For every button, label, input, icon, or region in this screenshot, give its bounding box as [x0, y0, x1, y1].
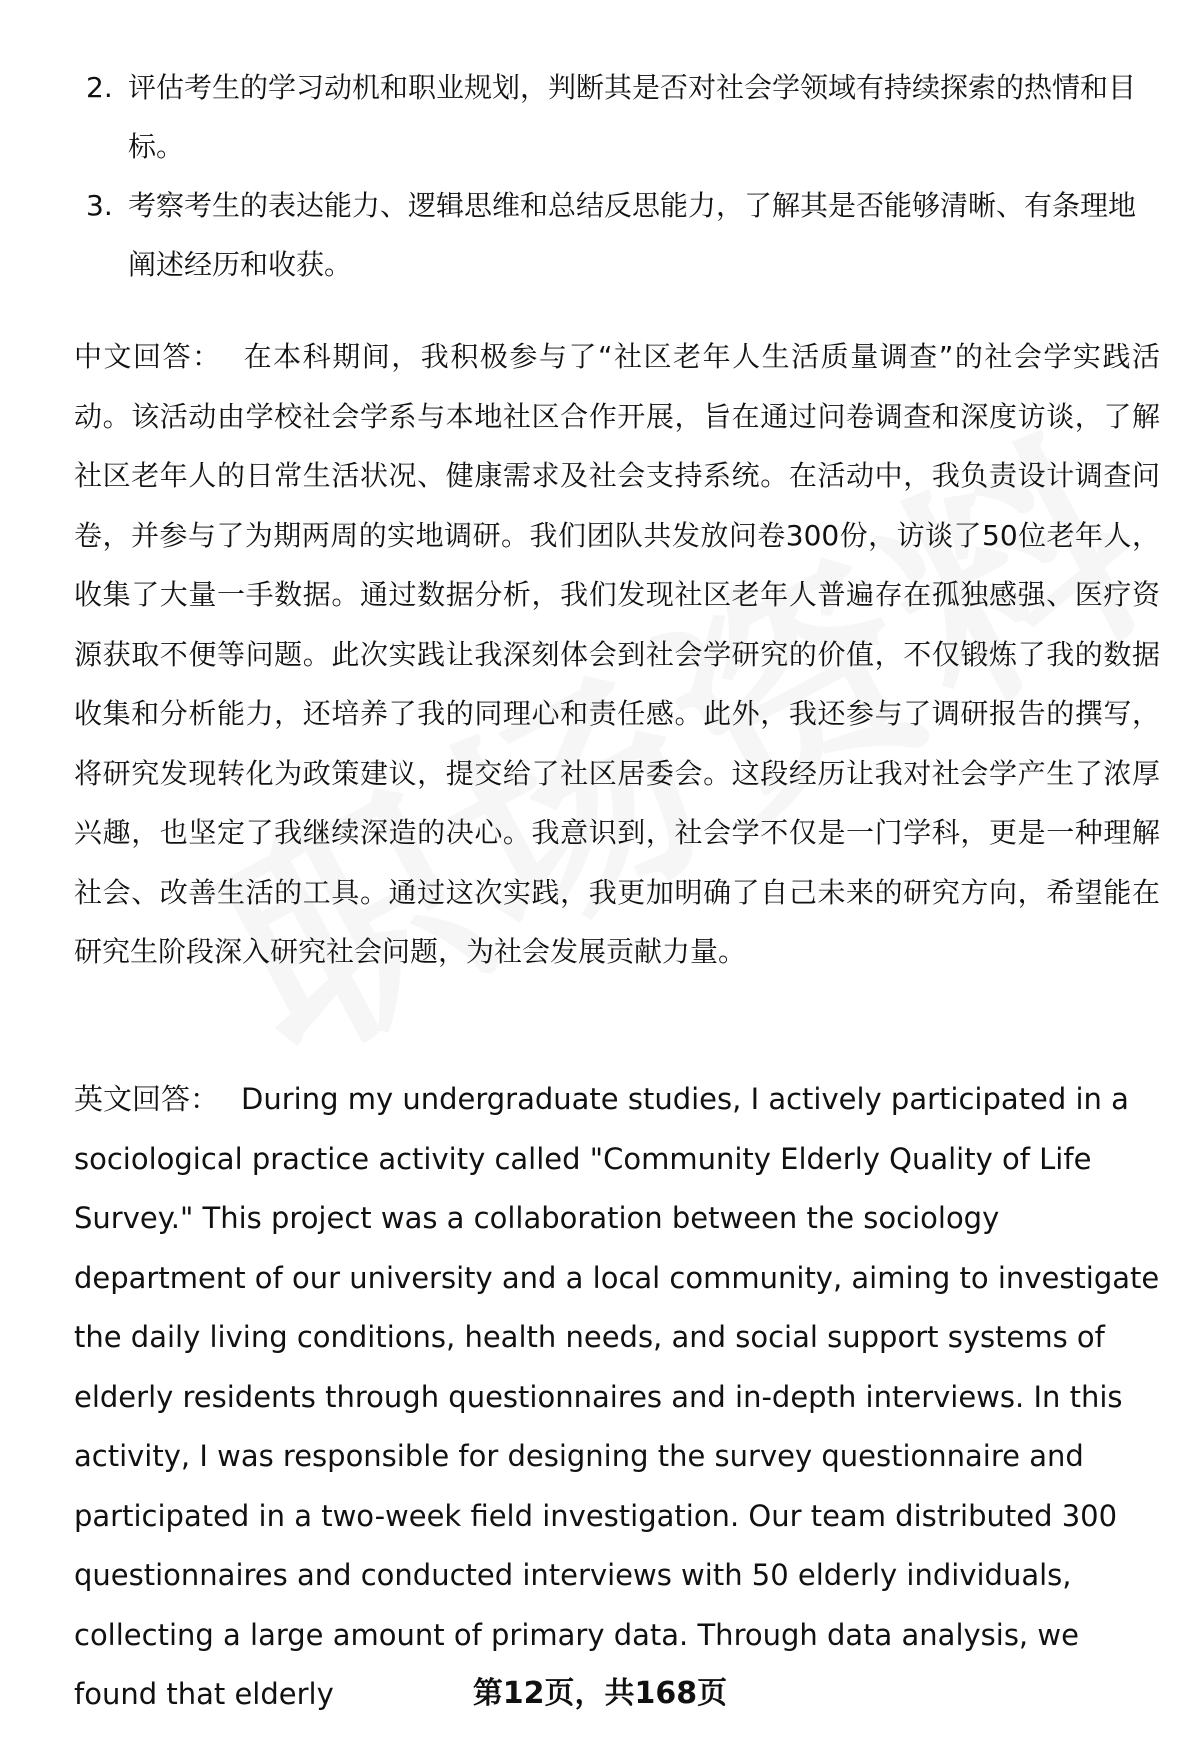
- chinese-answer-text: 在本科期间，我积极参与了“社区老年人生活质量调查”的社会学实践活动。该活动由学校社会学系与本地社区合作开展，旨在通过问卷调查和深度访谈，了解社区老年人的日常生活状况、健康需求及社会支持系统。在活动中，我负责设计调查问卷，并参与了为期两周的实地调研。我们团队共发放问卷300份，访谈了50位老年人，收集了大量一手数据。通过数据分析，我们发现社区老年人普遍存在孤独感强、医疗资源获取不便等问题。此次实践让我深刻体会到社会学研究的价值，不仅锻炼了我的数据收集和分析能力，还培养了我的同理心和责任感。此外，我还参与了调研报告的撰写，将研究发现转化为政策建议，提交给了社区居委会。这段经历让我对社会学产生了浓厚兴趣，也坚定了我继续深造的决心。我意识到，社会学不仅是一门学科，更是一种理解社会、改善生活的工具。通过这次实践，我更加明确了自己未来的研究方向，希望能在研究生阶段深入研究社会问题，为社会发展贡献力量。: [74, 340, 1160, 968]
- criteria-list: [74, 58, 1154, 294]
- list-item-number: 3.: [86, 189, 113, 222]
- list-item: [74, 176, 1154, 294]
- list-item-number: 2.: [86, 71, 113, 104]
- english-answer-text: During my undergraduate studies, I actively participated in a sociological practice activity called "Community Elderly Quality of Life Survey." This project was a collaboration between the sociology department of our university and a local community, aiming to investigate the daily living conditions, health needs, and social support systems of elderly residents through questionnaires and in-depth interviews. In this activity, I was responsible for designing the survey questionnaire and participated in a two-week field investigation. Our team distributed 300 questionnaires and conducted interviews with 50 elderly individuals, collecting a large amount of primary data. Through data analysis, we found that elderly: [74, 1082, 1160, 1711]
- chinese-answer-label: 中文回答：: [74, 340, 222, 373]
- list-item: [74, 58, 1154, 176]
- page-number: 第12页，共168页: [472, 1676, 728, 1711]
- chinese-answer-paragraph: [74, 327, 1160, 982]
- list-item-text: 考察考生的表达能力、逻辑思维和总结反思能力，了解其是否能够清晰、有条理地阐述经历和收获。: [128, 189, 1137, 281]
- english-answer-label: 英文回答：: [74, 1082, 220, 1116]
- list-item-text: 评估考生的学习动机和职业规划，判断其是否对社会学领域有持续探索的热情和目标。: [128, 71, 1137, 163]
- english-answer-paragraph: [74, 1070, 1160, 1725]
